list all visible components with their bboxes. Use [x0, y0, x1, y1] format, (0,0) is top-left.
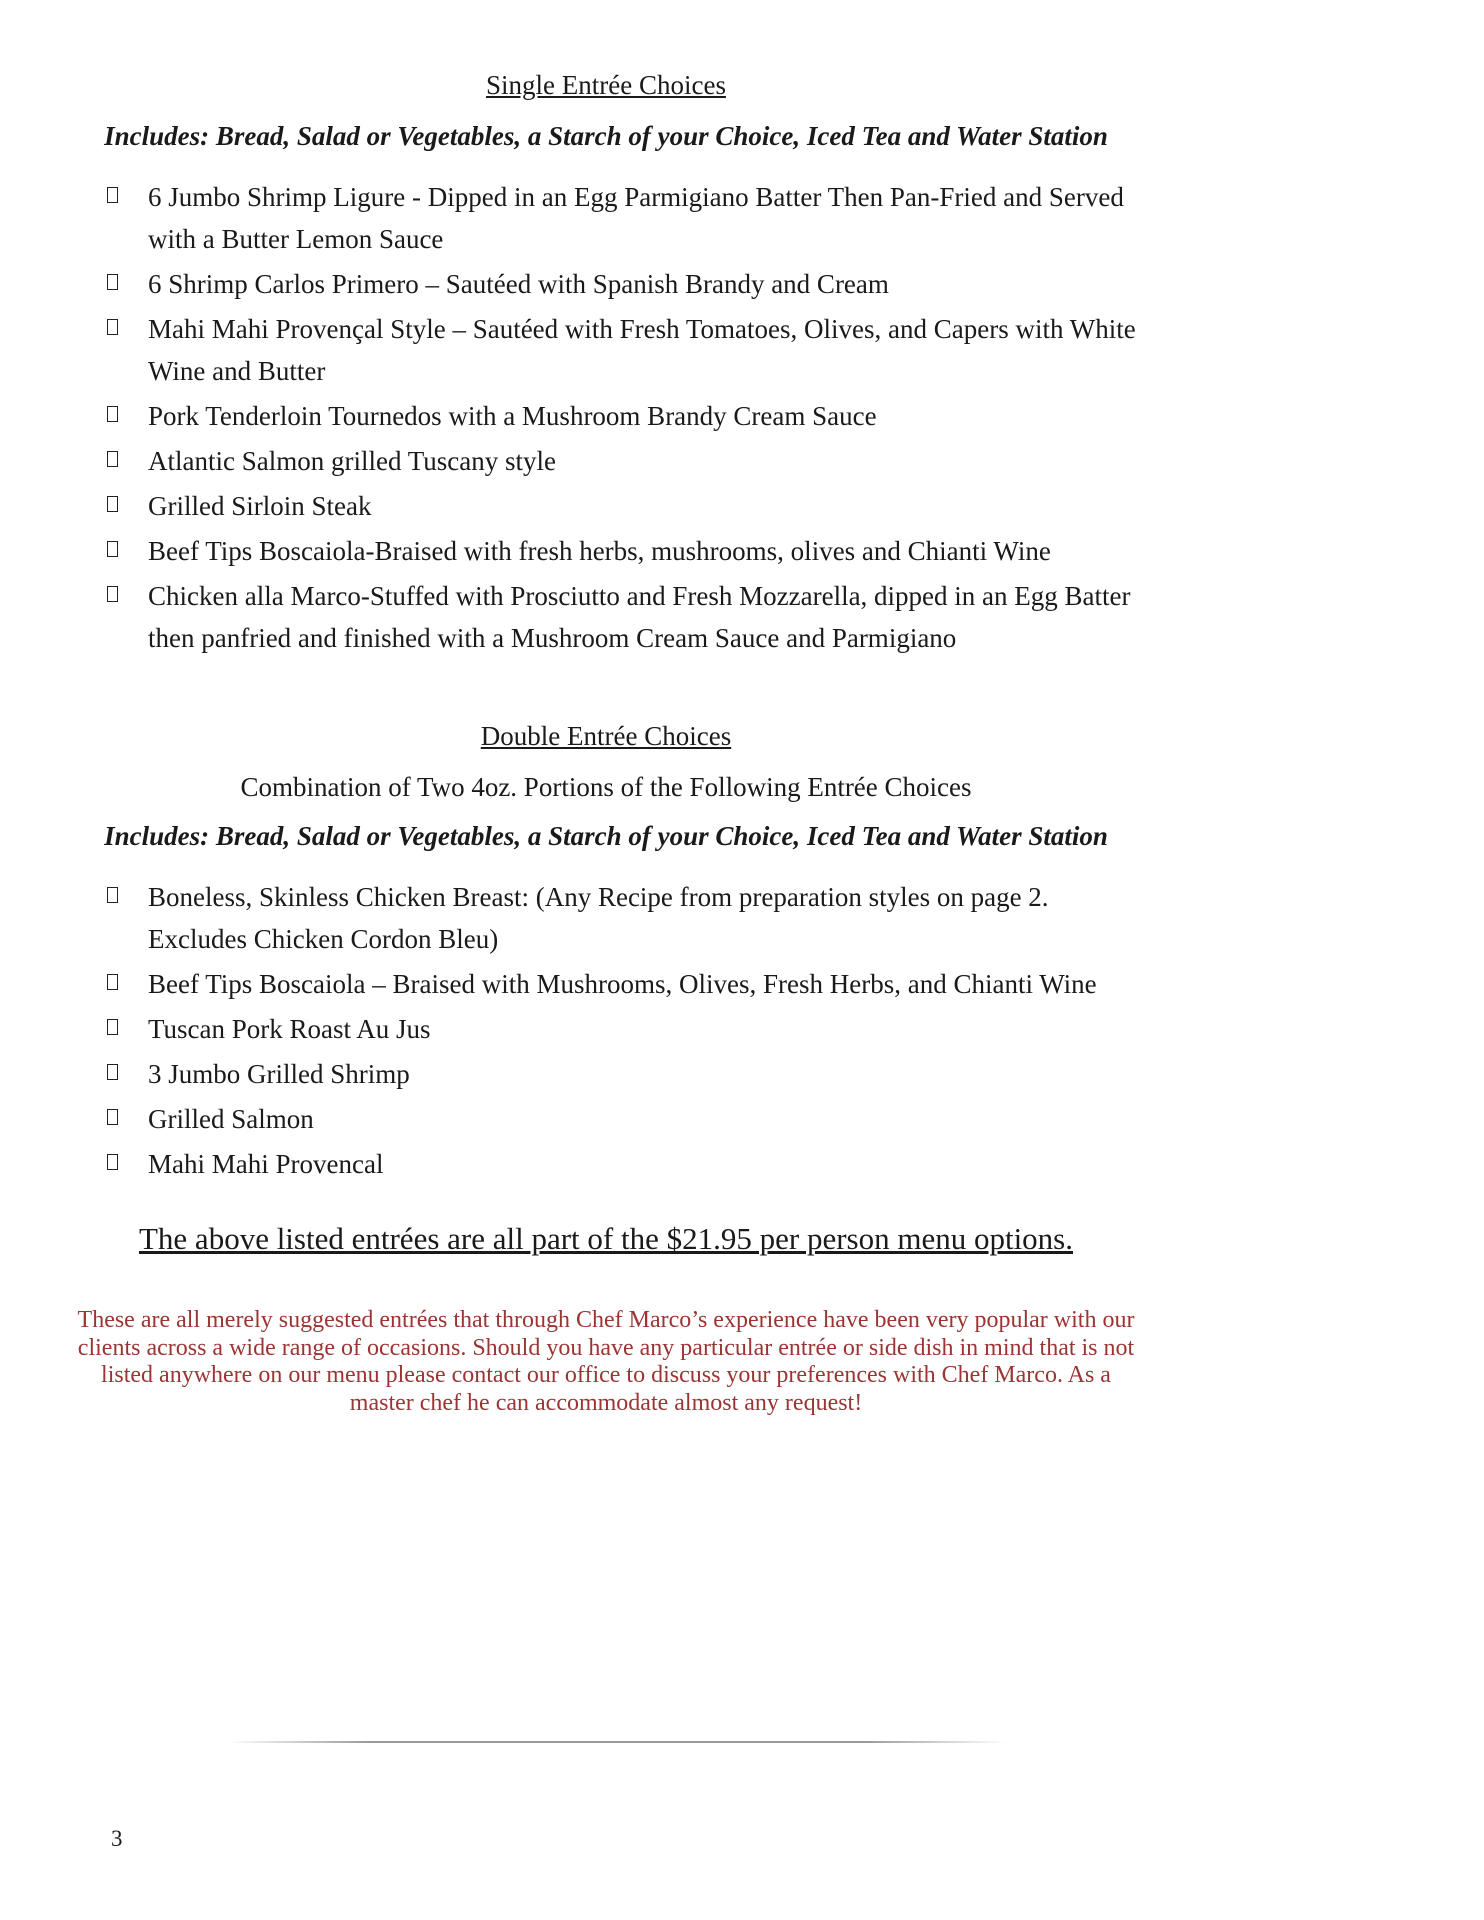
menu-item-text: Atlantic Salmon grilled Tuscany style	[148, 446, 556, 476]
menu-list-item	[70, 876, 1142, 960]
menu-list-item	[70, 1053, 1142, 1095]
single-entree-list	[70, 176, 1142, 659]
single-includes-line: Includes: Bread, Salad or Vegetables, a Starch of your Choice, Iced Tea and Water Station	[104, 121, 1108, 151]
checkbox-bullet-icon	[107, 541, 118, 557]
checkbox-bullet-icon	[107, 1154, 118, 1170]
menu-list-item	[70, 575, 1142, 659]
menu-item-text: Tuscan Pork Roast Au Jus	[148, 1014, 431, 1044]
menu-list-item	[70, 263, 1142, 305]
checkbox-bullet-icon	[107, 274, 118, 290]
menu-list-item	[70, 308, 1142, 392]
menu-item-text: 3 Jumbo Grilled Shrimp	[148, 1059, 410, 1089]
menu-item-text: Pork Tenderloin Tournedos with a Mushroom Brandy Cream Sauce	[148, 401, 877, 431]
menu-item-text: Boneless, Skinless Chicken Breast: (Any Recipe from preparation styles on page 2. Excludes Chicken Cordon Bleu)	[148, 882, 1049, 954]
checkbox-bullet-icon	[107, 1019, 118, 1035]
chef-note-paragraph: These are all merely suggested entrées that through Chef Marco’s experience have been very popular with our clients across a wide range of occasions. Should you have any particular entrée or side dish in mind that is not listed anywhere on our menu please contact our office to discuss your preferences with Chef Marco. As a master chef he can accommodate almost any request!	[77, 1307, 1135, 1416]
checkbox-bullet-icon	[107, 496, 118, 512]
menu-list-item	[70, 1143, 1142, 1185]
page-number: 3	[111, 1826, 123, 1851]
checkbox-bullet-icon	[107, 406, 118, 422]
menu-list-item	[70, 1098, 1142, 1140]
menu-list-item	[70, 1008, 1142, 1050]
checkbox-bullet-icon	[107, 319, 118, 335]
menu-item-text: Grilled Salmon	[148, 1104, 314, 1134]
menu-item-text: Beef Tips Boscaiola-Braised with fresh herbs, mushrooms, olives and Chianti Wine	[148, 536, 1051, 566]
footer-divider-line	[228, 1741, 1006, 1743]
double-entree-section	[70, 721, 1142, 1185]
checkbox-bullet-icon	[107, 1064, 118, 1080]
menu-list-item	[70, 963, 1142, 1005]
page-content	[70, 70, 1142, 1417]
double-entree-title: Double Entrée Choices	[480, 721, 732, 751]
menu-item-text: Grilled Sirloin Steak	[148, 491, 372, 521]
menu-item-text: 6 Shrimp Carlos Primero – Sautéed with Spanish Brandy and Cream	[148, 269, 889, 299]
menu-item-text: Mahi Mahi Provencal	[148, 1149, 384, 1179]
menu-item-text: Chicken alla Marco-Stuffed with Prosciutto and Fresh Mozzarella, dipped in an Egg Batter then panfried and finished with a Mushroom Cream Sauce and Parmigiano	[148, 581, 1131, 653]
single-entree-title: Single Entrée Choices	[486, 70, 726, 100]
price-summary-line: The above listed entrées are all part of the $21.95 per person menu options.	[138, 1221, 1073, 1256]
checkbox-bullet-icon	[107, 586, 118, 602]
checkbox-bullet-icon	[107, 887, 118, 903]
menu-list-item	[70, 440, 1142, 482]
checkbox-bullet-icon	[107, 974, 118, 990]
double-includes-line: Includes: Bread, Salad or Vegetables, a Starch of your Choice, Iced Tea and Water Station	[104, 821, 1108, 851]
double-entree-list	[70, 876, 1142, 1185]
menu-list-item	[70, 395, 1142, 437]
menu-item-text: 6 Jumbo Shrimp Ligure - Dipped in an Egg Parmigiano Batter Then Pan-Fried and Served with a Butter Lemon Sauce	[148, 182, 1124, 254]
checkbox-bullet-icon	[107, 451, 118, 467]
menu-list-item	[70, 530, 1142, 572]
checkbox-bullet-icon	[107, 1109, 118, 1125]
double-entree-subtitle: Combination of Two 4oz. Portions of the Following Entrée Choices	[240, 772, 972, 802]
menu-list-item	[70, 485, 1142, 527]
menu-list-item	[70, 176, 1142, 260]
checkbox-bullet-icon	[107, 187, 118, 203]
menu-item-text: Mahi Mahi Provençal Style – Sautéed with Fresh Tomatoes, Olives, and Capers with White Wine and Butter	[148, 314, 1136, 386]
menu-item-text: Beef Tips Boscaiola – Braised with Mushrooms, Olives, Fresh Herbs, and Chianti Wine	[148, 969, 1097, 999]
single-entree-section	[70, 70, 1142, 659]
